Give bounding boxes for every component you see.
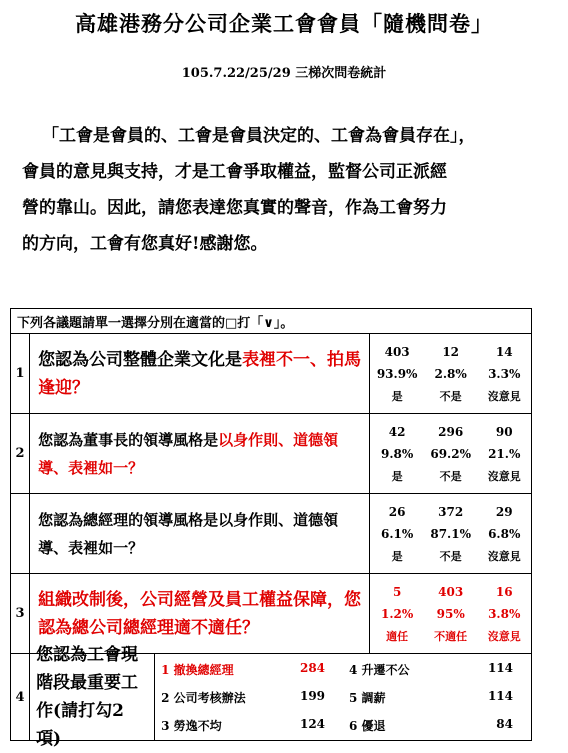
option-label: 2 公司考核辦法 <box>161 690 246 705</box>
question-number: 3 <box>11 574 30 654</box>
answer-label: 不是 <box>439 469 462 483</box>
answer-count: 16 <box>495 584 513 599</box>
answer-percent: 21.% <box>488 446 521 461</box>
answer-label: 沒意見 <box>487 389 521 403</box>
answer-count: 42 <box>388 424 406 439</box>
question-number <box>11 494 30 574</box>
answer-count: 90 <box>495 424 513 439</box>
option-item <box>343 717 531 734</box>
answer-label: 是 <box>391 549 403 563</box>
option-item <box>155 661 343 678</box>
option-item <box>343 661 531 678</box>
question-number: 1 <box>11 334 30 414</box>
answer-label: 不適任 <box>434 629 468 643</box>
answer-percent: 2.8% <box>434 366 467 381</box>
table-row <box>11 334 532 414</box>
question-text <box>30 414 370 494</box>
option-item <box>155 689 343 706</box>
intro-line: 的方向，工會有您真好!感謝您。 <box>22 234 268 254</box>
answer-percent: 1.2% <box>380 606 414 621</box>
answer-count: 26 <box>388 504 406 519</box>
answer-label: 不是 <box>439 549 462 563</box>
question-text: 您認為工會現階段最重要工作(請打勾2項) <box>30 654 155 740</box>
answer-results <box>370 334 532 414</box>
answer-count: 14 <box>495 344 513 359</box>
answer-results <box>370 574 532 654</box>
option-item <box>343 689 531 706</box>
answer-results <box>370 414 532 494</box>
answer-label: 不是 <box>439 389 462 403</box>
option-label: 5 調薪 <box>349 690 386 705</box>
option-count: 124 <box>299 716 326 731</box>
intro-line: 營的靠山。因此，請您表達您真實的聲音，作為工會努力 <box>22 198 447 218</box>
answer-count: 296 <box>438 424 464 439</box>
question-text-red: 組織改制後，公司經營及員工權益保障，您認為總公司總經理適不適任？ <box>38 589 362 638</box>
answer-count: 403 <box>438 584 464 599</box>
intro-line: 會員的意見與支持，才是工會爭取權益，監督公司正派經 <box>22 162 447 182</box>
option-label: 1 撤換總經理 <box>161 662 234 677</box>
answer-count: 372 <box>438 504 464 519</box>
answer-percent: 3.3% <box>488 366 521 381</box>
q4-options <box>155 654 531 740</box>
document-subtitle: 105.7.22/25/29 三梯次問卷統計 <box>181 66 387 81</box>
option-label: 4 升遷不公 <box>349 662 410 677</box>
table-row <box>11 494 532 574</box>
table-instruction: 下列各議題請單一選擇分別在適當的□打「∨」。 <box>11 309 532 334</box>
document-title: 高雄港務分公司企業工會會員「隨機問卷」 <box>75 11 493 36</box>
answer-percent: 69.2% <box>430 446 471 461</box>
answer-results <box>370 494 532 574</box>
answer-count: 12 <box>442 344 460 359</box>
intro-line: 「工會是會員的、工會是會員決定的、工會為會員存在」， <box>42 126 476 146</box>
answer-percent: 95% <box>436 606 465 621</box>
option-label: 6 優退 <box>349 718 386 733</box>
option-count: 114 <box>487 688 513 703</box>
question-text-black: 您認為公司整體企業文化是 <box>38 349 243 370</box>
option-count: 114 <box>487 660 513 675</box>
answer-label: 適任 <box>386 629 409 643</box>
option-count: 84 <box>496 716 513 731</box>
answer-percent: 6.1% <box>380 526 414 541</box>
answer-count: 403 <box>384 344 410 359</box>
answer-percent: 6.8% <box>488 526 521 541</box>
survey-table <box>10 308 532 749</box>
answer-label: 沒意見 <box>487 629 521 643</box>
answer-percent: 9.8% <box>380 446 414 461</box>
answer-count: 5 <box>392 584 402 599</box>
intro-paragraph <box>22 118 550 262</box>
question-number: 2 <box>11 414 30 494</box>
question-text-red: 以身作則、道德領導、表裡如一？ <box>38 430 339 477</box>
q4-container <box>30 645 532 749</box>
answer-percent: 93.9% <box>376 366 418 381</box>
answer-label: 是 <box>391 389 403 403</box>
answer-label: 沒意見 <box>487 549 521 563</box>
answer-label: 沒意見 <box>487 469 521 483</box>
answer-percent: 3.8% <box>488 606 521 621</box>
question-text-black: 您認為總經理的領導風格是以身作則、道德領導、表裡如一？ <box>38 510 339 557</box>
question-number: 4 <box>11 654 30 741</box>
table-row <box>11 654 532 741</box>
option-label: 3 勞逸不均 <box>161 718 222 733</box>
answer-count: 29 <box>495 504 513 519</box>
option-count: 284 <box>299 660 326 675</box>
answer-label: 是 <box>391 469 403 483</box>
answer-percent: 87.1% <box>430 526 471 541</box>
option-count: 199 <box>299 688 326 703</box>
option-item <box>155 717 343 734</box>
question-text-red: 表裡不一、拍馬逢迎？ <box>38 349 362 398</box>
question-text <box>30 494 370 574</box>
question-text <box>30 334 370 414</box>
question-text-black: 您認為董事長的領導風格是 <box>38 430 219 449</box>
table-row <box>11 414 532 494</box>
